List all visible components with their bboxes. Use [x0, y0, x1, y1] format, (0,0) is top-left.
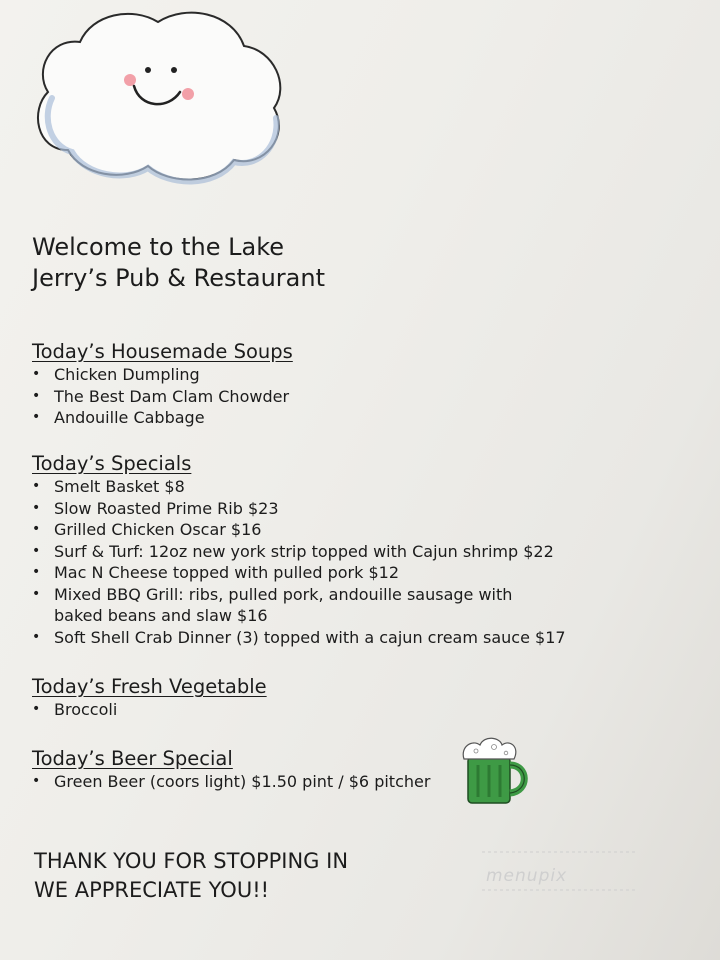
vegetable-section [32, 675, 267, 721]
soups-section [32, 340, 293, 429]
list-item: • Broccoli [32, 699, 267, 721]
list-item: • Chicken Dumpling [32, 364, 293, 386]
list-item: • The Best Dam Clam Chowder [32, 386, 293, 408]
list-item: • Grilled Chicken Oscar $16 [32, 519, 566, 541]
watermark-text: menupix [486, 866, 568, 886]
list-item: • Andouille Cabbage [32, 407, 293, 429]
soups-heading: Today’s Housemade Soups [32, 340, 293, 363]
list-item: • Green Beer (coors light) $1.50 pint / $6 pitcher [32, 771, 430, 793]
list-item: • Mac N Cheese topped with pulled pork $12 [32, 562, 566, 584]
list-item: • Smelt Basket $8 [32, 476, 566, 498]
smiling-cloud-icon [28, 0, 288, 190]
cloud-cheek-left [124, 74, 136, 86]
vegetable-list [32, 699, 267, 721]
specials-heading: Today’s Specials [32, 452, 192, 475]
specials-section [32, 452, 566, 648]
closing-message [34, 847, 348, 905]
title-line-restaurant: Jerry’s Pub & Restaurant [32, 264, 325, 292]
page-title [32, 232, 325, 294]
cloud-eye-right [171, 67, 177, 73]
soups-list [32, 364, 293, 429]
beer-heading: Today’s Beer Special [32, 747, 233, 770]
beer-mug-icon [456, 735, 536, 807]
cloud-cheek-right [182, 88, 194, 100]
list-item: • Soft Shell Crab Dinner (3) topped with a cajun cream sauce $17 [32, 627, 566, 649]
closing-line-1: THANK YOU FOR STOPPING IN [34, 849, 349, 873]
title-line-welcome: Welcome to the Lake [32, 233, 285, 261]
specials-list [32, 476, 566, 648]
closing-line-2: WE APPRECIATE YOU!! [34, 878, 270, 902]
list-item: • Mixed BBQ Grill: ribs, pulled pork, andouille sausage with [32, 584, 566, 606]
list-item: • Slow Roasted Prime Rib $23 [32, 498, 566, 520]
list-item-continuation: baked beans and slaw $16 [54, 606, 268, 625]
vegetable-heading: Today’s Fresh Vegetable [32, 675, 267, 698]
beer-section [32, 747, 430, 793]
beer-list [32, 771, 430, 793]
cloud-eye-left [145, 67, 151, 73]
list-item: • Surf & Turf: 12oz new york strip topped with Cajun shrimp $22 [32, 541, 566, 563]
